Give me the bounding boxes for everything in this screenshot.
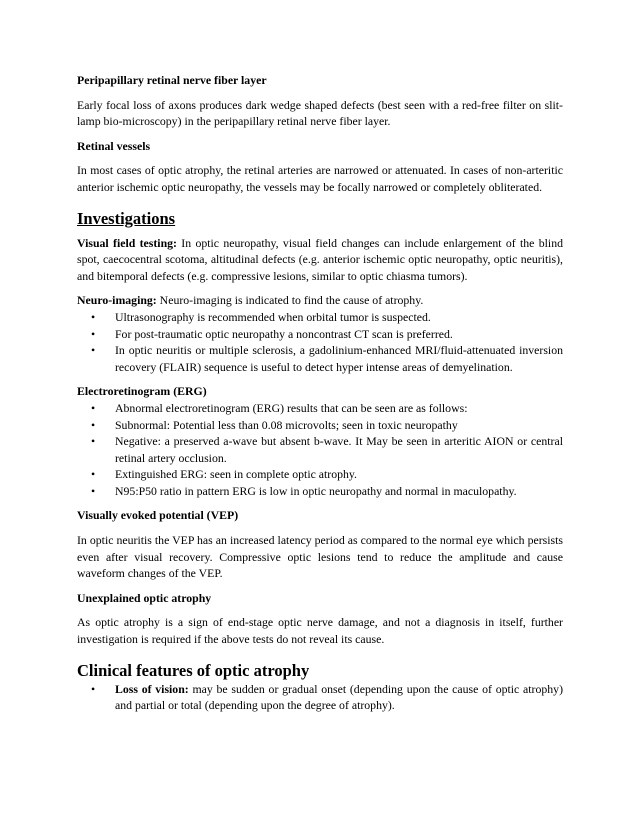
visual-field-text: In optic neuropathy, visual field changes can include enlargement of the blind spot, caecocentral scotoma, altitudinal defects (e.g. anterior ischemic optic neuropathy, optic neuritis), and bitemporal defects (e.g. compressive lesions, similar to optic chiasma tumors). xyxy=(77,235,563,283)
document-page xyxy=(77,72,563,714)
neuro-imaging-paragraph xyxy=(77,292,563,309)
visual-field-paragraph xyxy=(77,235,563,285)
loss-of-vision-label: Loss of vision: xyxy=(115,681,189,696)
vessels-paragraph: In most cases of optic atrophy, the retinal arteries are narrowed or attenuated. In cases of non-arteritic anterior ischemic optic neuropathy, the vessels may be focally narrowed or completely obliterated. xyxy=(77,163,563,194)
neuro-imaging-label: Neuro-imaging: xyxy=(77,293,157,308)
list-item: • Extinguished ERG: seen in complete optic atrophy. xyxy=(77,466,563,483)
vessels-heading: Retinal vessels xyxy=(77,138,151,153)
neuro-imaging-list xyxy=(77,309,563,375)
list-item: • Subnormal: Potential less than 0.08 microvolts; seen in toxic neuropathy xyxy=(77,417,563,434)
erg-list xyxy=(77,400,563,500)
erg-heading: Electroretinogram (ERG) xyxy=(77,384,207,399)
list-item: • N95:P50 ratio in pattern ERG is low in optic neuropathy and normal in maculopathy. xyxy=(77,483,563,500)
clinical-features-list xyxy=(77,681,563,714)
unexplained-heading: Unexplained optic atrophy xyxy=(77,590,212,605)
list-item: • In optic neuritis or multiple sclerosis, a gadolinium-enhanced MRI/fluid-attenuated inversion recovery (FLAIR) sequence is useful to detect hyper intense areas of demyelination. xyxy=(77,342,563,375)
list-item xyxy=(77,681,563,714)
vep-paragraph: In optic neuritis the VEP has an increased latency period as compared to the normal eye which persists even after visual recovery. Compressive optic lesions tend to reduce the amplitude and cause waveform changes of the VEP. xyxy=(77,533,563,581)
list-item: • Abnormal electroretinogram (ERG) results that can be seen are as follows: xyxy=(77,400,563,417)
list-item: • Ultrasonography is recommended when orbital tumor is suspected. xyxy=(77,309,563,326)
neuro-imaging-text: Neuro-imaging is indicated to find the cause of atrophy. xyxy=(156,293,424,308)
rnfl-paragraph: Early focal loss of axons produces dark wedge shaped defects (best seen with a red-free filter on slit-lamp bio-microscopy) in the peripapillary retinal nerve fiber layer. xyxy=(77,97,563,129)
vep-heading: Visually evoked potential (VEP) xyxy=(77,508,239,523)
list-item: • Negative: a preserved a-wave but absent b-wave. It May be seen in arteritic AION or central retinal artery occlusion. xyxy=(77,433,563,466)
clinical-features-heading: Clinical features of optic atrophy xyxy=(77,660,310,680)
list-item: • For post-traumatic optic neuropathy a noncontrast CT scan is preferred. xyxy=(77,326,563,343)
investigations-heading: Investigations xyxy=(77,208,176,228)
loss-of-vision-text: may be sudden or gradual onset (depending upon the cause of optic atrophy) and partial or total (depending upon the degree of atrophy). xyxy=(115,681,563,713)
visual-field-label: Visual field testing: xyxy=(77,235,177,250)
rnfl-heading: Peripapillary retinal nerve fiber layer xyxy=(77,73,267,87)
unexplained-paragraph: As optic atrophy is a sign of end-stage optic nerve damage, and not a diagnosis in itself, further investigation is required if the above tests do not reveal its cause. xyxy=(77,615,563,647)
